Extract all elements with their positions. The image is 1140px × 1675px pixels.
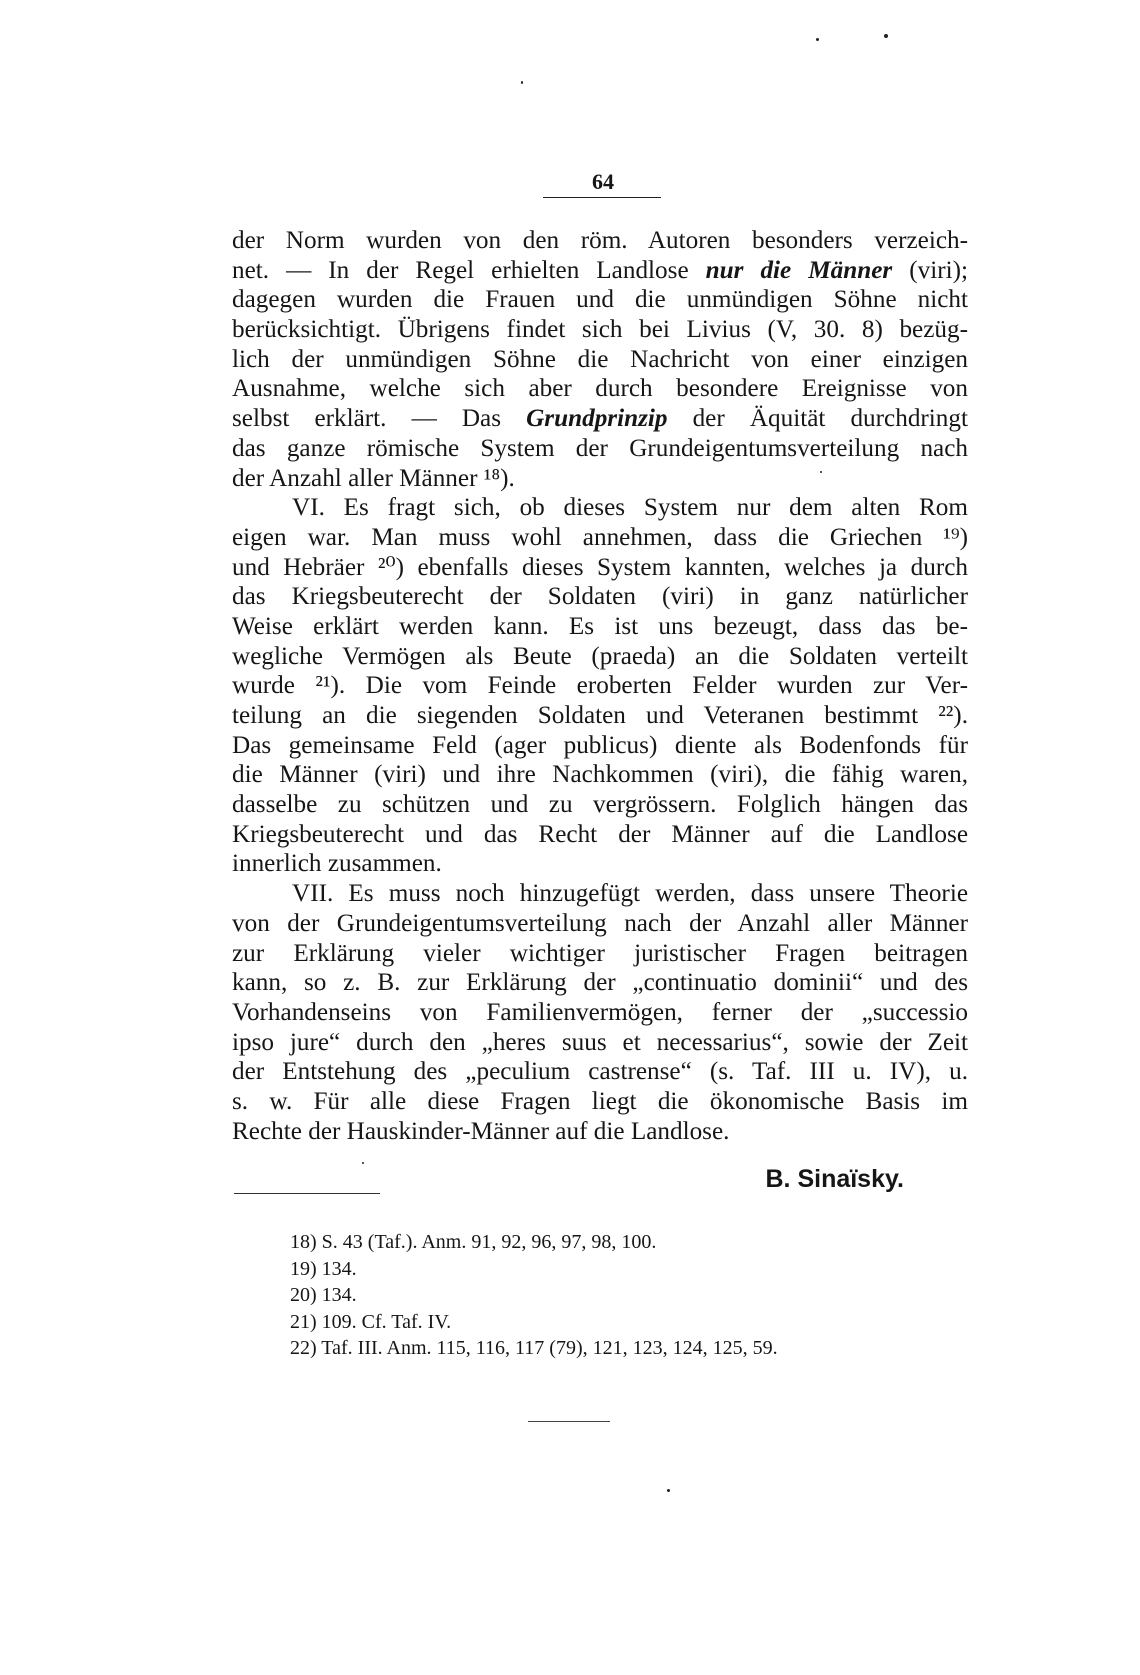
text-line: zur Erklärung vieler wichtiger juristischer Fragen beitragen <box>232 939 968 967</box>
end-rule <box>528 1421 610 1422</box>
text-line: der Anzahl aller Männer ¹⁸). <box>232 464 515 492</box>
text-line: Weise erklärt werden kann. Es ist uns bezeugt, dass das be- <box>232 612 968 640</box>
text-line: die Männer (viri) und ihre Nachkommen (viri), die fähig waren, <box>232 761 968 789</box>
text-line: Vorhandenseins von Familienvermögen, ferner der „successio <box>232 998 968 1026</box>
author-signature: B. Sinaïsky. <box>765 1165 904 1193</box>
footnote: 19) 134. <box>290 1257 357 1280</box>
text-line: Das gemeinsame Feld (ager publicus) diente als Bodenfonds für <box>232 731 968 759</box>
footnote: 20) 134. <box>290 1284 357 1307</box>
text-line: wegliche Vermögen als Beute (praeda) an die Soldaten verteilt <box>232 642 968 670</box>
body-text <box>232 226 968 1146</box>
text-line: von der Grundeigentumsverteilung nach der Anzahl aller Männer <box>232 909 968 937</box>
footnotes <box>290 1229 910 1362</box>
text-line: berücksichtigt. Übrigens findet sich bei Livius (V, 30. 8) bezüg- <box>232 316 968 344</box>
scan-speck <box>362 1162 364 1164</box>
text-line: der Norm wurden von den röm. Autoren besonders verzeich- <box>232 227 968 254</box>
text-line: das ganze römische System der Grundeigentumsverteilung nach <box>232 434 968 462</box>
text-line: der Entstehung des „peculium castrense“ (s. Taf. III u. IV), u. <box>232 1058 968 1086</box>
text-line: wurde ²¹). Die vom Feinde eroberten Felder wurden zur Ver- <box>232 672 968 700</box>
page-number: 64 <box>592 169 614 194</box>
footnote: 18) S. 43 (Taf.). Anm. 91, 92, 96, 97, 98, 100. <box>290 1231 657 1253</box>
text-line: dagegen wurden die Frauen und die unmündigen Söhne nicht <box>232 286 968 314</box>
text-line: teilung an die siegenden Soldaten und Veteranen bestimmt ²²). <box>232 702 968 729</box>
text-line: innerlich zusammen. <box>232 850 442 878</box>
text-line: net. — In der Regel erhielten Landlose nur die Männer (viri); <box>232 256 968 284</box>
text-line: lich der unmündigen Söhne die Nachricht von einer einzigen <box>232 345 968 373</box>
text-line: kann, so z. B. zur Erklärung der „continuatio dominii“ und des <box>232 969 968 997</box>
text-line: Rechte der Hauskinder-Männer auf die Landlose. <box>232 1117 730 1145</box>
scan-speck <box>816 38 819 41</box>
text-line: selbst erklärt. — Das Grundprinzip der Äquität durchdringt <box>232 405 968 433</box>
scan-speck <box>667 1489 670 1492</box>
section-vi-start: VI. Es fragt sich, ob dieses System nur dem alten Rom <box>292 494 968 522</box>
text-line: Kriegsbeuterecht und das Recht der Männer auf die Landlose <box>232 820 968 848</box>
text-line: s. w. Für alle diese Fragen liegt die ökonomische Basis im <box>232 1087 968 1115</box>
page-number-rule <box>543 197 661 198</box>
text-line: eigen war. Man muss wohl annehmen, dass die Griechen ¹⁹) <box>232 523 968 551</box>
text-line: Ausnahme, welche sich aber durch besondere Ereignisse von <box>232 375 968 403</box>
section-vii-start: VII. Es muss noch hinzugefügt werden, dass unsere Theorie <box>292 880 968 908</box>
text-line: und Hebräer ²⁰) ebenfalls dieses System kannten, welches ja durch <box>232 553 968 581</box>
footnote-separator <box>234 1193 380 1194</box>
scan-speck <box>521 81 523 84</box>
text-line: ipso jure“ durch den „heres suus et necessarius“, sowie der Zeit <box>232 1028 968 1056</box>
footnote: 21) 109. Cf. Taf. IV. <box>290 1310 452 1333</box>
text-line: das Kriegsbeuterecht der Soldaten (viri) in ganz natürlicher <box>232 583 968 611</box>
scan-speck <box>884 34 888 38</box>
text-line: dasselbe zu schützen und zu vergrössern. Folglich hängen das <box>232 791 968 819</box>
footnote: 22) Taf. III. Anm. 115, 116, 117 (79), 121, 123, 124, 125, 59. <box>290 1337 778 1360</box>
